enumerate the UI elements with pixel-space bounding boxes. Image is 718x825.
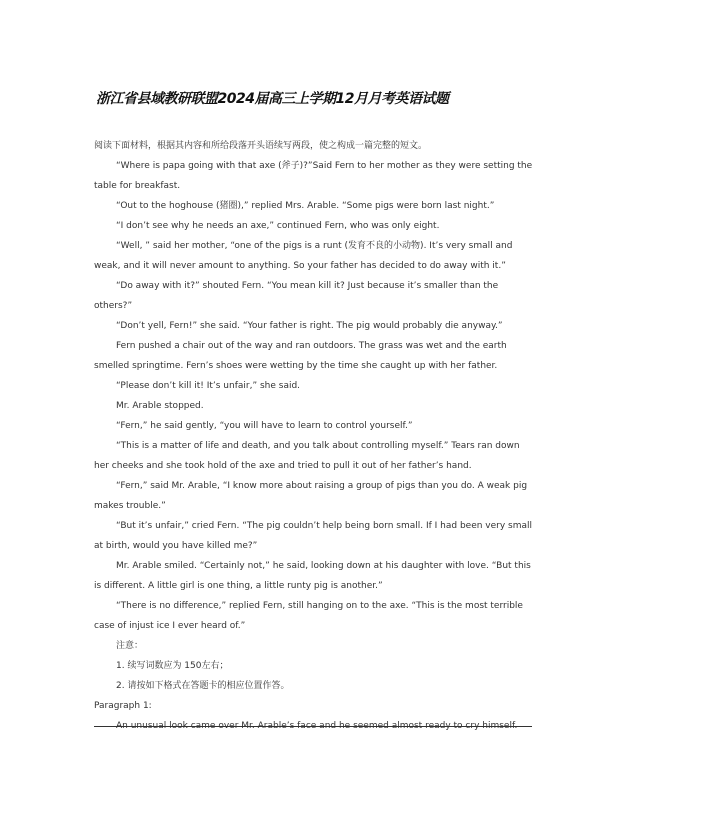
story-paragraph: “But it’s unfair,” cried Fern. “The pig couldn’t help being born small. If I had been very small at birth, would you have killed me?” bbox=[94, 521, 533, 551]
story-paragraph: “Out to the hoghouse (猪圈),” replied Mrs. Arable. “Some pigs were born last night.” bbox=[116, 201, 495, 211]
story-paragraph: “Fern,” said Mr. Arable, “I know more about raising a group of pigs than you do. A weak pig makes trouble.” bbox=[94, 481, 528, 511]
story-paragraph: “I don’t see why he needs an axe,” continued Fern, who was only eight. bbox=[116, 221, 440, 231]
story-paragraph: “Do away with it?” shouted Fern. “You mean kill it? Just because it’s smaller than the others?” bbox=[94, 281, 499, 311]
note-item: 1. 续写词数应为 150左右； bbox=[116, 661, 229, 671]
story-paragraph: “Well, ” said her mother, “one of the pigs is a runt (发育不良的小动物). It’s very small and weak, and it will never amount to anything. So your father has decided to do away with it.” bbox=[94, 241, 513, 271]
note-item: 2. 请按如下格式在答题卡的相应位置作答。 bbox=[116, 681, 290, 691]
story-paragraph: “Please don’t kill it! It’s unfair,” she said. bbox=[116, 381, 301, 391]
notes-heading: 注意： bbox=[116, 641, 144, 651]
story-paragraph: “This is a matter of life and death, and you talk about controlling myself.” Tears ran down her cheeks and she took hold of the axe and tried to pull it out of her father’s hand. bbox=[94, 441, 520, 471]
story-paragraph: “Where is papa going with that axe (斧子)?”Said Fern to her mother as they were setting the table for breakfast. bbox=[94, 161, 533, 191]
story-paragraph: Mr. Arable smiled. “Certainly not,” he said, looking down at his daughter with love. “But this is different. A little girl is one thing, a little runty pig is another.” bbox=[94, 561, 531, 591]
story-paragraph: “Fern,” he said gently, “you will have to learn to control yourself.” bbox=[116, 421, 413, 431]
page-title: 浙江省县域教研联盟2024届高三上学期12月月考英语试题 bbox=[96, 91, 449, 107]
paragraph-1-opening: An unusual look came over Mr. Arable’s face and he seemed almost ready to cry himself. bbox=[116, 721, 518, 731]
story-paragraph: Mr. Arable stopped. bbox=[116, 401, 204, 411]
story-paragraph: “There is no difference,” replied Fern, still hanging on to the axe. “This is the most terrible case of injust ice I ever heard of.” bbox=[94, 601, 523, 631]
instruction-text: 阅读下面材料，根据其内容和所给段落开头语续写两段，使之构成一篇完整的短文。 bbox=[94, 141, 428, 151]
document-body bbox=[94, 136, 536, 736]
story-paragraph: “Don’t yell, Fern!” she said. “Your father is right. The pig would probably die anyway.” bbox=[116, 321, 503, 331]
story-paragraph: Fern pushed a chair out of the way and ran outdoors. The grass was wet and the earth smelled springtime. Fern’s shoes were wetting by the time she caught up with her father. bbox=[94, 341, 507, 371]
answer-line bbox=[94, 726, 532, 727]
paragraph-1-label: Paragraph 1: bbox=[94, 701, 152, 711]
